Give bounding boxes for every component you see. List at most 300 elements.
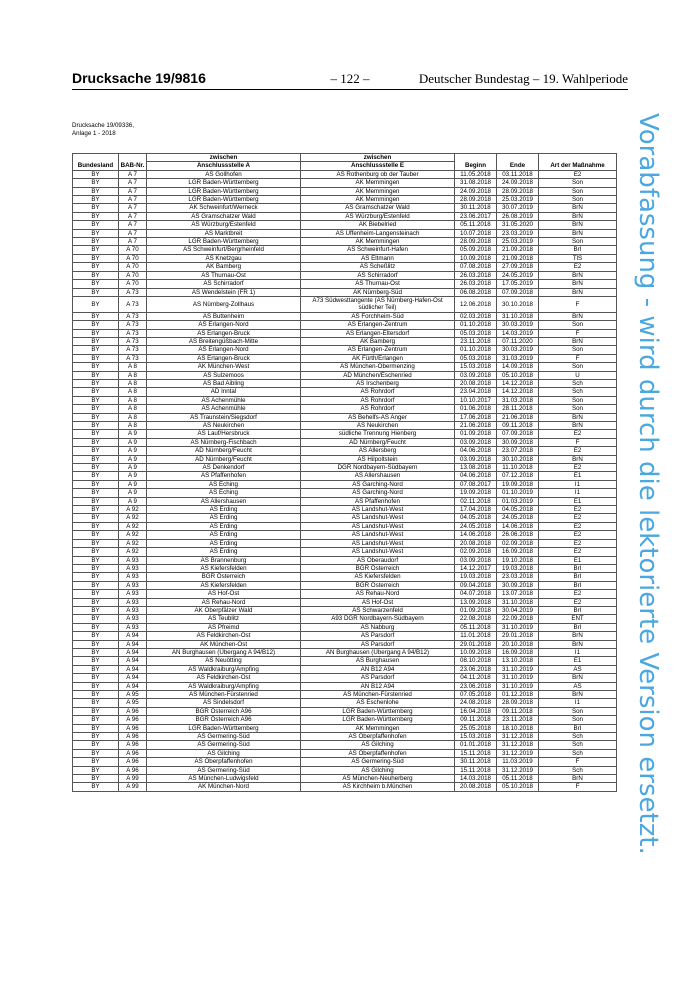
cell-anschlussstelle-a: AS Feldkirchen-Ost <box>147 674 301 682</box>
cell-ende: 05.11.2018 <box>497 775 539 783</box>
cell-bundesland: BY <box>73 598 119 606</box>
cell-ende: 14.12.2018 <box>497 379 539 387</box>
cell-bab: A 92 <box>119 539 147 547</box>
table-row <box>73 749 617 757</box>
cell-anschlussstelle-e: AS Landshut-West <box>301 514 455 522</box>
cell-bab: A 94 <box>119 640 147 648</box>
cell-art: BrN <box>539 221 617 229</box>
cell-art: BrN <box>539 204 617 212</box>
cell-beginn: 05.03.2018 <box>455 329 497 337</box>
cell-anschlussstelle-a: AK München-Ost <box>147 640 301 648</box>
cell-bundesland: BY <box>73 623 119 631</box>
cell-anschlussstelle-e: AS Gilching <box>301 741 455 749</box>
table-row <box>73 674 617 682</box>
cell-bundesland: BY <box>73 455 119 463</box>
table-row <box>73 388 617 396</box>
cell-ende: 19.03.2018 <box>497 564 539 572</box>
cell-bab: A 94 <box>119 665 147 673</box>
cell-bundesland: BY <box>73 640 119 648</box>
cell-ende: 25.03.2019 <box>497 238 539 246</box>
cell-anschlussstelle-a: AS Waldkraiburg/Ampfing <box>147 682 301 690</box>
cell-art: BrN <box>539 674 617 682</box>
cell-anschlussstelle-a: AS Erlangen-Nord <box>147 346 301 354</box>
cell-anschlussstelle-e: AS Rothenburg ob der Tauber <box>301 170 455 178</box>
cell-anschlussstelle-e: AS Eltmann <box>301 254 455 262</box>
reference-line-2: Anlage 1 - 2018 <box>72 130 116 137</box>
cell-bab: A 73 <box>119 296 147 312</box>
col-anschlussstelle-a: Anschlussstelle A <box>147 162 301 170</box>
cell-anschlussstelle-e: AS Landshut-West <box>301 506 455 514</box>
cell-ende: 20.10.2018 <box>497 640 539 648</box>
cell-bab: A 8 <box>119 363 147 371</box>
cell-bab: A 96 <box>119 724 147 732</box>
cell-bundesland: BY <box>73 506 119 514</box>
cell-art: Son <box>539 396 617 404</box>
cell-ende: 14.12.2018 <box>497 388 539 396</box>
cell-art: I1 <box>539 480 617 488</box>
cell-beginn: 23.06.2018 <box>455 665 497 673</box>
table-row <box>73 539 617 547</box>
cell-anschlussstelle-e: südliche Trennung Hienberg <box>301 430 455 438</box>
cell-bab: A 7 <box>119 238 147 246</box>
cell-anschlussstelle-e: LGR Baden-Württemberg <box>301 716 455 724</box>
cell-anschlussstelle-a: BGR Österreich <box>147 573 301 581</box>
cell-anschlussstelle-e: AK Memmingen <box>301 238 455 246</box>
cell-art: BrN <box>539 280 617 288</box>
cell-beginn: 25.05.2018 <box>455 724 497 732</box>
cell-ende: 26.06.2018 <box>497 531 539 539</box>
cell-art: E1 <box>539 472 617 480</box>
cell-bundesland: BY <box>73 674 119 682</box>
cell-bab: A 93 <box>119 606 147 614</box>
cell-anschlussstelle-e: AS Rehau-Nord <box>301 590 455 598</box>
cell-bundesland: BY <box>73 766 119 774</box>
cell-ende: 23.03.2018 <box>497 573 539 581</box>
cell-art: Sch <box>539 733 617 741</box>
table-row <box>73 775 617 783</box>
cell-art: E2 <box>539 430 617 438</box>
cell-beginn: 22.08.2018 <box>455 615 497 623</box>
cell-anschlussstelle-a: AS Knetzgau <box>147 254 301 262</box>
cell-anschlussstelle-e: AS Neukirchen <box>301 422 455 430</box>
cell-ende: 14.03.2019 <box>497 329 539 337</box>
cell-beginn: 23.11.2018 <box>455 337 497 345</box>
cell-beginn: 01.01.2018 <box>455 741 497 749</box>
cell-beginn: 28.09.2018 <box>455 196 497 204</box>
cell-anschlussstelle-e: AS Irschenberg <box>301 379 455 387</box>
cell-anschlussstelle-e: AS München-Obermenzing <box>301 363 455 371</box>
cell-beginn: 03.09.2018 <box>455 438 497 446</box>
cell-art: F <box>539 329 617 337</box>
cell-bab: A 96 <box>119 758 147 766</box>
cell-anschlussstelle-a: AS Rehau-Nord <box>147 598 301 606</box>
cell-bab: A 92 <box>119 548 147 556</box>
cell-art: Son <box>539 196 617 204</box>
cell-anschlussstelle-a: AS Sulzemoos <box>147 371 301 379</box>
table-row <box>73 447 617 455</box>
cell-bundesland: BY <box>73 749 119 757</box>
cell-bundesland: BY <box>73 288 119 296</box>
cell-anschlussstelle-a: AS Erlangen-Bruck <box>147 354 301 362</box>
table-row <box>73 371 617 379</box>
cell-bundesland: BY <box>73 170 119 178</box>
table-row <box>73 396 617 404</box>
cell-ende: 30.03.2019 <box>497 346 539 354</box>
table-row <box>73 288 617 296</box>
cell-bundesland: BY <box>73 371 119 379</box>
cell-beginn: 14.12.2017 <box>455 564 497 572</box>
cell-ende: 31.12.2018 <box>497 741 539 749</box>
cell-art: E2 <box>539 263 617 271</box>
cell-bundesland: BY <box>73 741 119 749</box>
cell-art: E1 <box>539 556 617 564</box>
table-row <box>73 724 617 732</box>
cell-ende: 21.06.2018 <box>497 413 539 421</box>
cell-art: BrI <box>539 564 617 572</box>
cell-anschlussstelle-e: AS Allersberg <box>301 447 455 455</box>
cell-bab: A 94 <box>119 682 147 690</box>
cell-anschlussstelle-a: AS Kiefersfelden <box>147 581 301 589</box>
cell-art: BrN <box>539 691 617 699</box>
cell-ende: 07.11.2020 <box>497 337 539 345</box>
cell-bundesland: BY <box>73 733 119 741</box>
cell-art: I1 <box>539 489 617 497</box>
cell-art: ENT <box>539 615 617 623</box>
table-row <box>73 254 617 262</box>
cell-art: BrN <box>539 775 617 783</box>
cell-anschlussstelle-a: AS Sindelsdorf <box>147 699 301 707</box>
cell-beginn: 15.03.2018 <box>455 733 497 741</box>
cell-beginn: 26.03.2018 <box>455 280 497 288</box>
cell-bab: A 8 <box>119 413 147 421</box>
cell-beginn: 17.04.2018 <box>455 506 497 514</box>
cell-art: E2 <box>539 464 617 472</box>
cell-bundesland: BY <box>73 531 119 539</box>
cell-bab: A 8 <box>119 388 147 396</box>
table-row <box>73 783 617 791</box>
cell-bab: A 7 <box>119 196 147 204</box>
cell-bab: A 73 <box>119 329 147 337</box>
cell-anschlussstelle-a: AS Gollhofen <box>147 170 301 178</box>
cell-beginn: 05.03.2018 <box>455 354 497 362</box>
cell-anschlussstelle-e: AS Landshut-West <box>301 522 455 530</box>
cell-bundesland: BY <box>73 430 119 438</box>
cell-beginn: 09.04.2018 <box>455 581 497 589</box>
cell-anschlussstelle-e: AS München-Fürstenried <box>301 691 455 699</box>
cell-bundesland: BY <box>73 632 119 640</box>
cell-bab: A 73 <box>119 346 147 354</box>
cell-anschlussstelle-a: LGR Baden-Württemberg <box>147 196 301 204</box>
cell-ende: 23.07.2018 <box>497 447 539 455</box>
cell-ende: 01.12.2018 <box>497 691 539 699</box>
table-row <box>73 170 617 178</box>
cell-anschlussstelle-a: AK München-Nord <box>147 783 301 791</box>
cell-anschlussstelle-a: AS Nürnberg-Zollhaus <box>147 296 301 312</box>
cell-ende: 31.03.2018 <box>497 396 539 404</box>
cell-ende: 19.10.2018 <box>497 556 539 564</box>
cell-anschlussstelle-a: AS Schirradorf <box>147 280 301 288</box>
cell-art: F <box>539 438 617 446</box>
cell-bundesland: BY <box>73 187 119 195</box>
cell-bundesland: BY <box>73 196 119 204</box>
cell-anschlussstelle-e: AS Parsdorf <box>301 640 455 648</box>
cell-bundesland: BY <box>73 758 119 766</box>
cell-bab: A 7 <box>119 204 147 212</box>
cell-anschlussstelle-e: DGR Nordbayern-Südbayern <box>301 464 455 472</box>
cell-ende: 13.10.2018 <box>497 657 539 665</box>
cell-art: I1 <box>539 699 617 707</box>
cell-beginn: 29.01.2018 <box>455 640 497 648</box>
cell-anschlussstelle-e: AS Rohrdorf <box>301 405 455 413</box>
table-row <box>73 590 617 598</box>
cell-art: BrN <box>539 229 617 237</box>
cell-anschlussstelle-e: AS Schwarzenfeld <box>301 606 455 614</box>
cell-anschlussstelle-a: AS Gramschatzer Wald <box>147 212 301 220</box>
cell-anschlussstelle-e: AK Biebelried <box>301 221 455 229</box>
cell-art: E2 <box>539 170 617 178</box>
cell-bab: A 93 <box>119 564 147 572</box>
cell-bundesland: BY <box>73 497 119 505</box>
cell-bundesland: BY <box>73 405 119 413</box>
cell-bab: A 70 <box>119 246 147 254</box>
cell-ende: 13.07.2018 <box>497 590 539 598</box>
cell-beginn: 01.10.2018 <box>455 346 497 354</box>
cell-art: E2 <box>539 514 617 522</box>
cell-bab: A 92 <box>119 506 147 514</box>
cell-anschlussstelle-a: AS Thurnau-Ost <box>147 271 301 279</box>
cell-beginn: 15.03.2018 <box>455 363 497 371</box>
table-row <box>73 699 617 707</box>
cell-bab: A 96 <box>119 749 147 757</box>
cell-bab: A 9 <box>119 472 147 480</box>
table-row <box>73 204 617 212</box>
cell-anschlussstelle-e: AS Uffenheim-Langensteinach <box>301 229 455 237</box>
cell-bundesland: BY <box>73 379 119 387</box>
cell-anschlussstelle-e: AS München-Neuherberg <box>301 775 455 783</box>
cell-anschlussstelle-e: AS Gilching <box>301 766 455 774</box>
cell-art: Sch <box>539 741 617 749</box>
cell-bab: A 8 <box>119 422 147 430</box>
cell-beginn: 13.08.2018 <box>455 464 497 472</box>
cell-ende: 31.12.2019 <box>497 749 539 757</box>
cell-bundesland: BY <box>73 548 119 556</box>
table-row <box>73 196 617 204</box>
cell-ende: 07.09.2018 <box>497 288 539 296</box>
cell-anschlussstelle-a: AS Germering-Süd <box>147 766 301 774</box>
cell-art: Son <box>539 405 617 413</box>
cell-art: Son <box>539 707 617 715</box>
cell-anschlussstelle-a: AS Feldkirchen-Ost <box>147 632 301 640</box>
table-row <box>73 221 617 229</box>
cell-bundesland: BY <box>73 724 119 732</box>
cell-ende: 25.03.2019 <box>497 196 539 204</box>
cell-art: E2 <box>539 590 617 598</box>
cell-anschlussstelle-a: AS Germering-Süd <box>147 733 301 741</box>
cell-ende: 31.03.2019 <box>497 354 539 362</box>
header-row-1 <box>73 154 617 162</box>
cell-anschlussstelle-e: AK Memmingen <box>301 187 455 195</box>
cell-anschlussstelle-a: AS Achenmühle <box>147 396 301 404</box>
cell-bundesland: BY <box>73 321 119 329</box>
cell-beginn: 01.09.2018 <box>455 430 497 438</box>
cell-bab: A 99 <box>119 775 147 783</box>
cell-anschlussstelle-a: AK Oberpfälzer Wald <box>147 606 301 614</box>
cell-anschlussstelle-a: BGR Österreich A96 <box>147 716 301 724</box>
cell-bundesland: BY <box>73 221 119 229</box>
cell-ende: 04.05.2018 <box>497 506 539 514</box>
cell-beginn: 26.03.2018 <box>455 271 497 279</box>
cell-anschlussstelle-a: AS Germering-Süd <box>147 741 301 749</box>
cell-bundesland: BY <box>73 699 119 707</box>
cell-anschlussstelle-e: AS Rohrdorf <box>301 388 455 396</box>
table-row <box>73 615 617 623</box>
cell-beginn: 05.09.2018 <box>455 246 497 254</box>
cell-anschlussstelle-e: AS Erlangen-Zentrum <box>301 346 455 354</box>
table-row <box>73 531 617 539</box>
cell-bab: A 7 <box>119 212 147 220</box>
cell-ende: 21.09.2018 <box>497 254 539 262</box>
cell-bab: A 7 <box>119 221 147 229</box>
cell-beginn: 16.04.2018 <box>455 707 497 715</box>
cell-beginn: 10.09.2018 <box>455 648 497 656</box>
cell-bab: A 8 <box>119 371 147 379</box>
cell-art: BrN <box>539 422 617 430</box>
table-row <box>73 296 617 312</box>
cell-bundesland: BY <box>73 514 119 522</box>
cell-beginn: 08.10.2018 <box>455 657 497 665</box>
cell-beginn: 07.05.2018 <box>455 691 497 699</box>
cell-ende: 21.09.2018 <box>497 246 539 254</box>
cell-bundesland: BY <box>73 489 119 497</box>
cell-anschlussstelle-e: LGR Baden-Württemberg <box>301 707 455 715</box>
cell-bab: A 93 <box>119 573 147 581</box>
cell-ende: 01.03.2019 <box>497 497 539 505</box>
table-row <box>73 246 617 254</box>
cell-art: E2 <box>539 522 617 530</box>
cell-bundesland: BY <box>73 606 119 614</box>
cell-anschlussstelle-e: AN B12 A94 <box>301 682 455 690</box>
cell-anschlussstelle-a: AS Erlangen-Bruck <box>147 329 301 337</box>
cell-bab: A 73 <box>119 288 147 296</box>
cell-beginn: 31.08.2018 <box>455 179 497 187</box>
cell-beginn: 23.06.2017 <box>455 212 497 220</box>
col-bab: BAB-Nr. <box>119 154 147 171</box>
cell-ende: 17.05.2019 <box>497 280 539 288</box>
cell-bab: A 8 <box>119 405 147 413</box>
cell-art: BrI <box>539 724 617 732</box>
cell-beginn: 04.07.2018 <box>455 590 497 598</box>
cell-anschlussstelle-a: AK Schweinfurt/Werneck <box>147 204 301 212</box>
cell-anschlussstelle-a: AK München-West <box>147 363 301 371</box>
cell-bab: A 9 <box>119 447 147 455</box>
cell-ende: 23.11.2018 <box>497 716 539 724</box>
cell-anschlussstelle-a: AS Erding <box>147 548 301 556</box>
cell-anschlussstelle-a: AS Breitengüßbach-Mitte <box>147 337 301 345</box>
cell-anschlussstelle-e: AS Garching-Nord <box>301 489 455 497</box>
cell-anschlussstelle-e: BGR Österreich <box>301 581 455 589</box>
cell-bab: A 96 <box>119 716 147 724</box>
table-row <box>73 733 617 741</box>
cell-anschlussstelle-e: AS Eschenlohe <box>301 699 455 707</box>
cell-anschlussstelle-a: AS Erding <box>147 522 301 530</box>
cell-beginn: 04.05.2018 <box>455 514 497 522</box>
cell-anschlussstelle-a: AS Neuötting <box>147 657 301 665</box>
cell-bab: A 96 <box>119 733 147 741</box>
cell-anschlussstelle-e: AS Pfaffenhofen <box>301 497 455 505</box>
cell-ende: 14.06.2018 <box>497 522 539 530</box>
cell-bab: A 9 <box>119 455 147 463</box>
cell-art: Son <box>539 187 617 195</box>
cell-art: BrN <box>539 271 617 279</box>
document-label: Drucksache 19/ <box>72 70 175 86</box>
cell-art: Son <box>539 238 617 246</box>
cell-beginn: 14.03.2018 <box>455 775 497 783</box>
table-row <box>73 581 617 589</box>
cell-anschlussstelle-e: AS Germering-Süd <box>301 758 455 766</box>
cell-ende: 16.09.2018 <box>497 548 539 556</box>
cell-anschlussstelle-a: AS Gilching <box>147 749 301 757</box>
cell-beginn: 01.09.2018 <box>455 606 497 614</box>
cell-art: E2 <box>539 598 617 606</box>
cell-anschlussstelle-e: AS Würzburg/Estenfeld <box>301 212 455 220</box>
cell-bundesland: BY <box>73 464 119 472</box>
cell-bab: A 94 <box>119 674 147 682</box>
cell-bundesland: BY <box>73 648 119 656</box>
cell-beginn: 04.11.2018 <box>455 674 497 682</box>
cell-anschlussstelle-a: AS Würzburg/Estenfeld <box>147 221 301 229</box>
cell-anschlussstelle-e: AS Schweinfurt-Hafen <box>301 246 455 254</box>
cell-bundesland: BY <box>73 472 119 480</box>
table-row <box>73 354 617 362</box>
table-row <box>73 506 617 514</box>
cell-anschlussstelle-a: AS Oberpfaffenhofen <box>147 758 301 766</box>
cell-bundesland: BY <box>73 263 119 271</box>
table-row <box>73 707 617 715</box>
cell-art: BrN <box>539 632 617 640</box>
cell-anschlussstelle-e: AK Memmingen <box>301 179 455 187</box>
table-row <box>73 632 617 640</box>
cell-bundesland: BY <box>73 280 119 288</box>
construction-sites-table <box>72 153 617 792</box>
cell-bundesland: BY <box>73 246 119 254</box>
cell-beginn: 30.11.2018 <box>455 758 497 766</box>
cell-ende: 26.08.2019 <box>497 212 539 220</box>
cell-beginn: 20.08.2018 <box>455 379 497 387</box>
cell-art: Sch <box>539 379 617 387</box>
cell-bab: A 9 <box>119 480 147 488</box>
cell-art: E2 <box>539 539 617 547</box>
cell-bab: A 93 <box>119 581 147 589</box>
cell-beginn: 01.06.2018 <box>455 405 497 413</box>
draft-watermark: Vorabfassung - wird durch die lektorierte Version ersetzt. <box>633 113 663 855</box>
cell-art: E1 <box>539 657 617 665</box>
cell-anschlussstelle-e: AS Forchheim-Süd <box>301 312 455 320</box>
table-row <box>73 741 617 749</box>
cell-beginn: 15.11.2018 <box>455 766 497 774</box>
cell-beginn: 20.08.2018 <box>455 539 497 547</box>
table-row <box>73 548 617 556</box>
cell-art: BrN <box>539 640 617 648</box>
cell-art: Son <box>539 363 617 371</box>
cell-anschlussstelle-a: AS Buttenheim <box>147 312 301 320</box>
cell-beginn: 06.08.2018 <box>455 288 497 296</box>
cell-beginn: 03.09.2018 <box>455 556 497 564</box>
cell-anschlussstelle-a: AN Burghausen (Übergang A 94/B12) <box>147 648 301 656</box>
cell-anschlussstelle-a: AS Neukirchen <box>147 422 301 430</box>
cell-anschlussstelle-a: AS Erding <box>147 514 301 522</box>
table-row <box>73 691 617 699</box>
cell-beginn: 20.08.2018 <box>455 783 497 791</box>
